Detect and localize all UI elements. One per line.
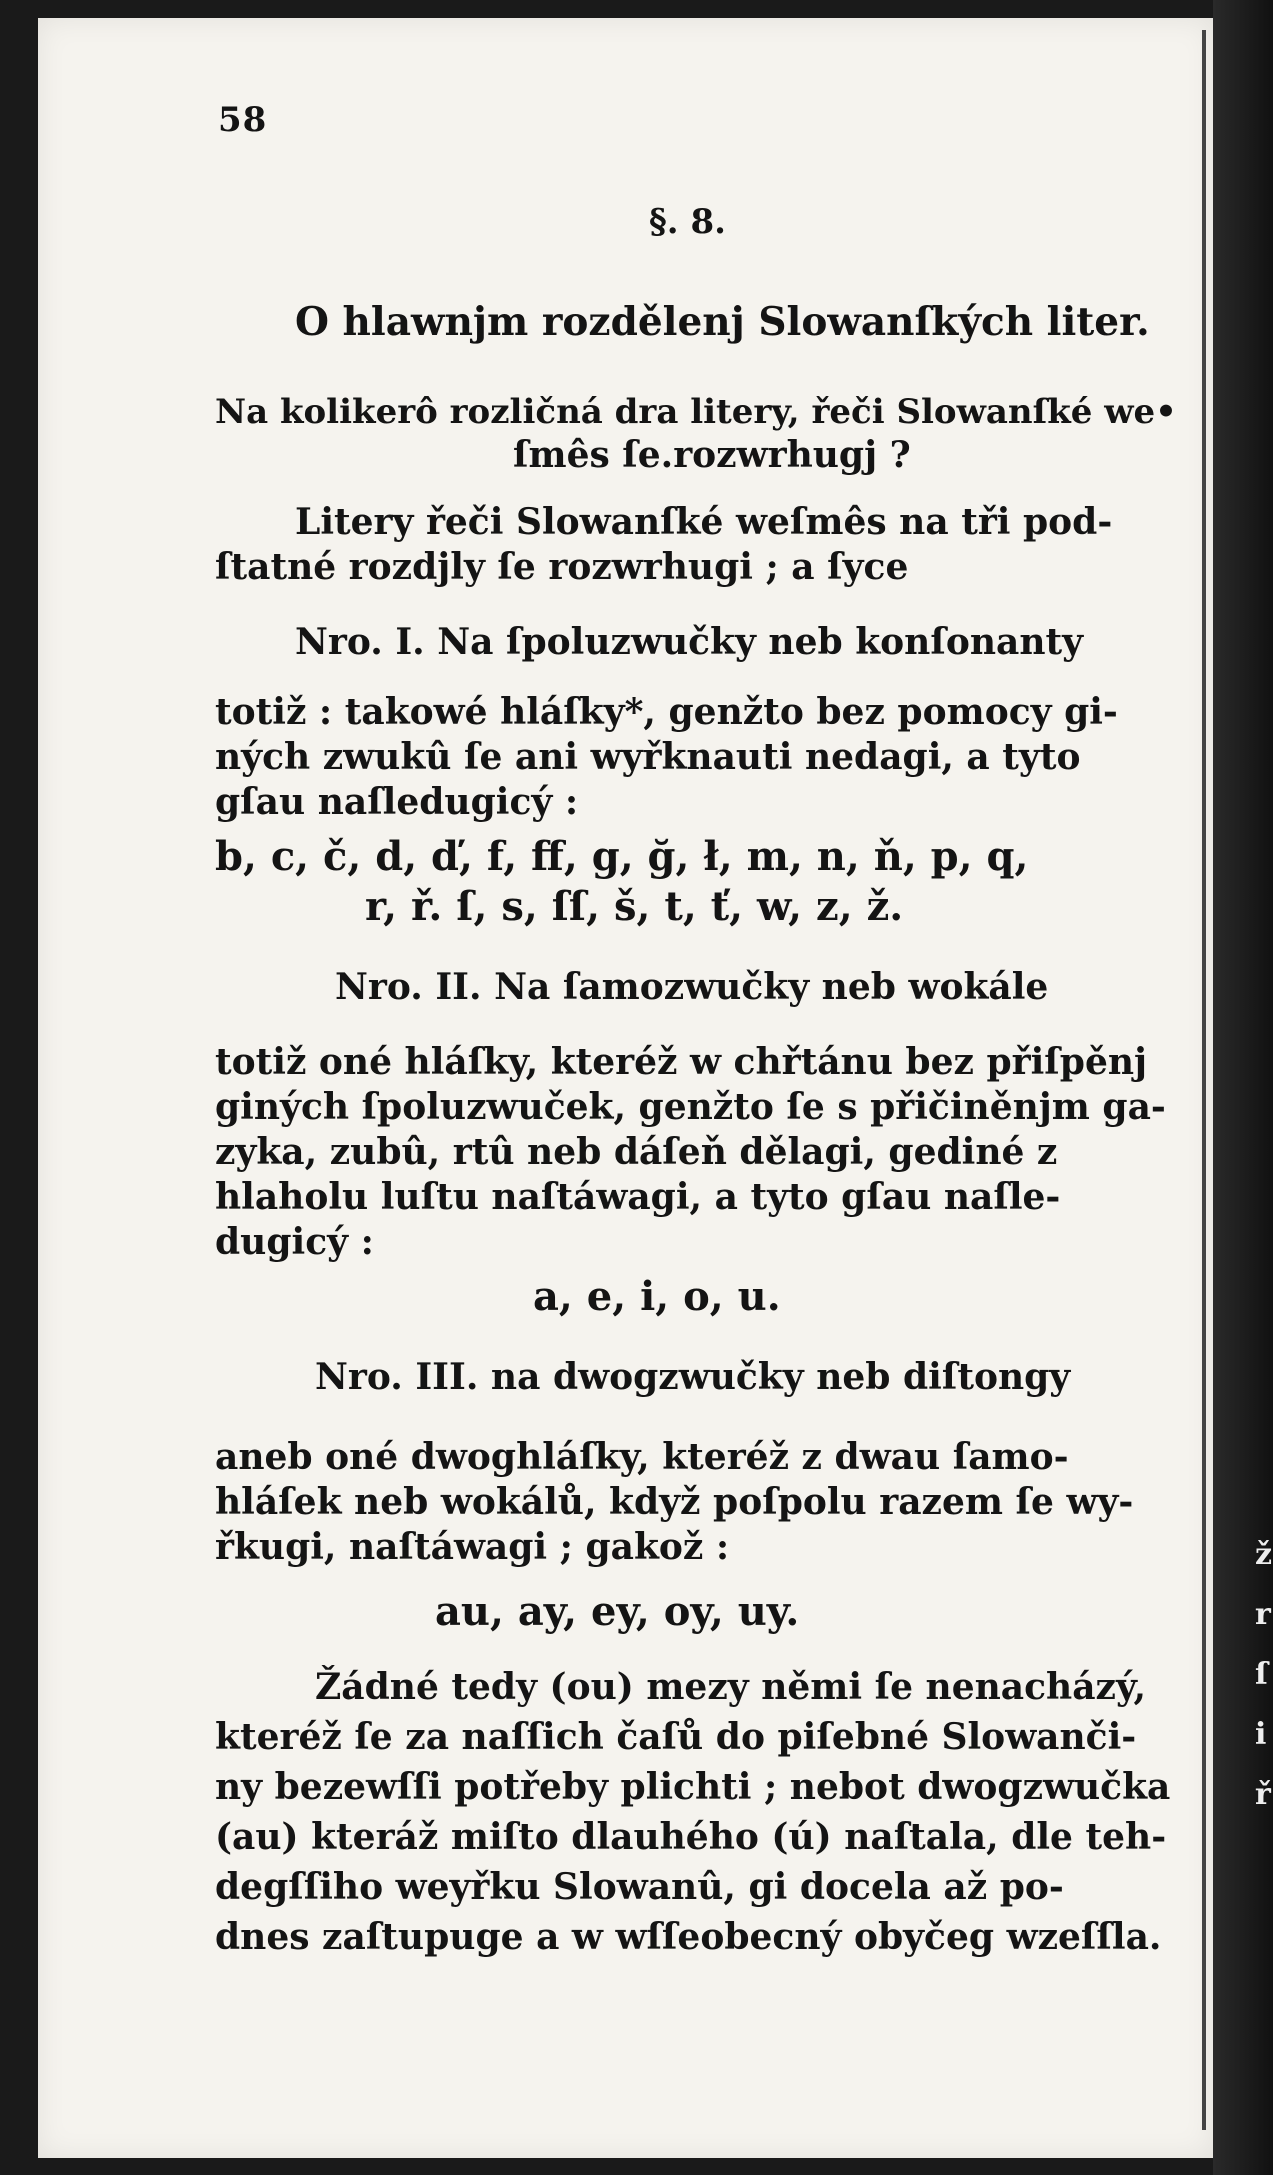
text-line: aneb oné dwoghláſky, kteréž z dwau ſamo‐ xyxy=(215,1436,1069,1478)
text-line: degſſiho weyřku Slowanû, gi docela až po‐ xyxy=(215,1866,1064,1908)
text-line: hláſek neb wokálů, když poſpolu razem ſe wy‐ xyxy=(215,1481,1134,1523)
text-line: giných ſpoluzwuček, genžto ſe s přičiněnjm ga‐ xyxy=(215,1086,1166,1128)
text-line: totiž : takowé hláſky*, genžto bez pomocy gi‐ xyxy=(215,691,1118,733)
text-line: ſtatné rozdjly ſe rozwrhugi ; a ſyce xyxy=(215,546,909,588)
consonant-list: r, ř. ſ, s, ſſ, š, t, ť, w, z, ž. xyxy=(365,883,904,930)
edge-glyph: i xyxy=(1255,1717,1267,1752)
text-line: Nro. II. Na ſamozwučky neb wokále xyxy=(335,966,1049,1008)
adjacent-page-edge xyxy=(1213,0,1273,2175)
text-line: zyka, zubû, rtû neb dáſeň dělagi, gediné z xyxy=(215,1131,1058,1173)
text-line: ny bezewſſi potřeby plichti ; nebot dwogzwučka xyxy=(215,1766,1171,1808)
text-line: Litery řeči Slowanſké weſmês na tři pod‐ xyxy=(295,501,1113,543)
edge-glyph: ž xyxy=(1255,1537,1273,1572)
text-line: dugicý : xyxy=(215,1221,374,1263)
text-line: (au) kteráž miſto dlauhého (ú) naſtala, dle teh‐ xyxy=(215,1816,1167,1858)
text-line: hlaholu luſtu naſtáwagi, a tyto gſau naſle‐ xyxy=(215,1176,1061,1218)
diphthong-list: au, ay, ey, oy, uy. xyxy=(435,1588,800,1635)
text-line: totiž oné hláſky, kteréž w chřtánu bez přiſpěnj xyxy=(215,1041,1148,1083)
edge-glyph: r xyxy=(1255,1597,1271,1632)
section-mark: §. 8. xyxy=(649,202,726,242)
page-edge-rule xyxy=(1202,30,1206,2130)
text-line: dnes zaſtupuge a w wſſeobecný obyčeg wzeſſla. xyxy=(215,1916,1162,1958)
edge-glyph: ſ xyxy=(1255,1657,1268,1692)
text-line: kteréž ſe za naſſich čaſů do piſebné Slowanči‐ xyxy=(215,1716,1137,1758)
question-line: ſmês ſe.rozwrhugj ? xyxy=(513,434,911,476)
text-line: ných zwukû ſe ani wyřknauti nedagi, a tyto xyxy=(215,736,1081,778)
question-line: Na kolikerô rozličná dra litery, řeči Slowanſké we• xyxy=(215,392,1177,432)
edge-glyph: ř xyxy=(1255,1777,1271,1812)
text-line: Žádné tedy (ou) mezy němi ſe nenacházý, xyxy=(315,1666,1146,1708)
consonant-list: b, c, č, d, ď, f, ff, g, ğ, ł, m, n, ň, p, q, xyxy=(215,833,1029,880)
chapter-heading: O hlawnjm rozdělenj Slowanſkých liter. xyxy=(295,299,1150,345)
page-number: 58 xyxy=(218,100,268,140)
text-line: gſau naſledugicý : xyxy=(215,781,579,823)
text-line: Nro. III. na dwogzwučky neb diſtongy xyxy=(315,1356,1071,1398)
text-line: Nro. I. Na ſpoluzwučky neb konſonanty xyxy=(295,621,1084,663)
text-line: řkugi, naſtáwagi ; gakož : xyxy=(215,1526,730,1568)
vowel-list: a, e, i, o, u. xyxy=(533,1273,781,1320)
